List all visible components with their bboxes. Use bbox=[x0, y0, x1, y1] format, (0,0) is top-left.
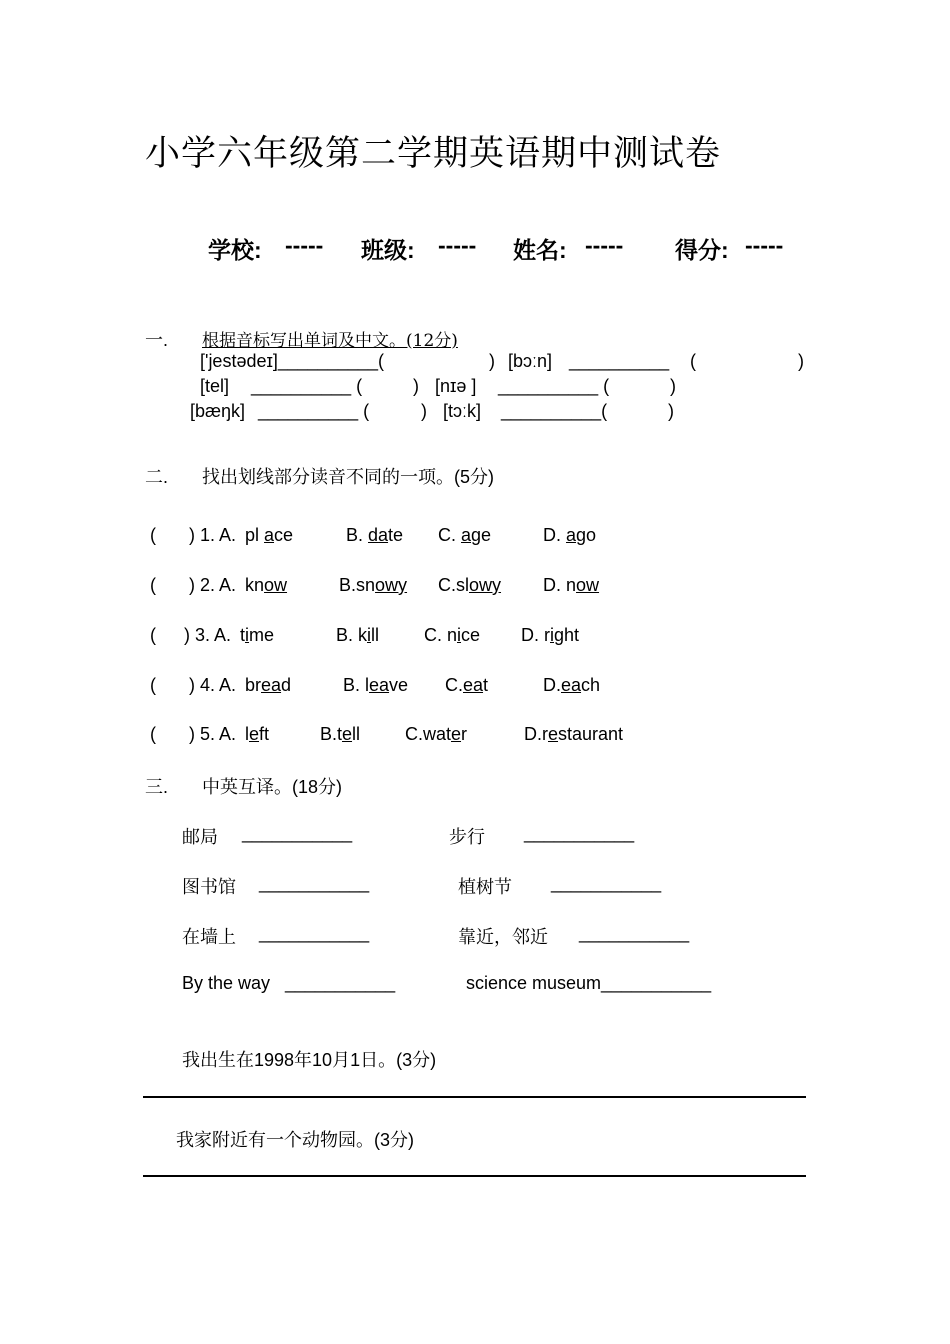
translation-blank[interactable]: ___________ bbox=[242, 823, 353, 843]
section-2-number: 二. bbox=[145, 467, 169, 487]
answer-blank[interactable]: __________ ( bbox=[258, 401, 370, 421]
option-c[interactable]: C.slowy bbox=[438, 575, 502, 595]
page-title: 小学六年级第二学期英语期中测试卷 bbox=[145, 134, 722, 174]
phonetic-born: [bɔːn] bbox=[508, 351, 553, 371]
score-label: 得分: bbox=[675, 237, 729, 263]
paren-open: ( bbox=[690, 351, 696, 371]
phonetic-near: [nɪə ] bbox=[435, 376, 477, 396]
paren-close: ) bbox=[668, 401, 674, 421]
school-label: 学校: bbox=[208, 237, 262, 263]
answer-paren-open[interactable]: ( bbox=[150, 675, 156, 695]
question-number: ) 5. A. bbox=[189, 724, 237, 744]
sentence-zoo: 我家附近有一个动物园。(3分) bbox=[176, 1130, 414, 1150]
option-c[interactable]: C.water bbox=[405, 724, 468, 744]
term-on-the-wall: 在墙上 bbox=[182, 927, 236, 947]
answer-blank[interactable]: __________ ( bbox=[498, 376, 610, 396]
option-a[interactable]: left bbox=[245, 724, 270, 744]
phonetic-talk: [tɔːk] bbox=[443, 401, 482, 421]
paren-close: ) bbox=[413, 376, 419, 396]
question-number: ) 3. A. bbox=[184, 625, 232, 645]
option-c[interactable]: C.eat bbox=[445, 675, 489, 695]
term-near: 靠近，邻近 bbox=[458, 927, 548, 947]
phonetic-tell: [tel] bbox=[200, 376, 230, 396]
phonetic-bank: [bæŋk] bbox=[190, 401, 246, 421]
translation-blank[interactable]: ___________ bbox=[579, 923, 690, 943]
term-walk: 步行 bbox=[449, 827, 485, 847]
answer-paren-open[interactable]: ( bbox=[150, 724, 156, 744]
paren-close: ) bbox=[798, 351, 804, 371]
section-3-heading: 中英互译。(18分) bbox=[202, 777, 343, 797]
translation-blank[interactable]: ___________ bbox=[259, 923, 370, 943]
name-blank[interactable]: ----- bbox=[585, 232, 624, 258]
term-science-museum[interactable]: science museum___________ bbox=[466, 973, 712, 993]
option-b[interactable]: B. kill bbox=[336, 625, 380, 645]
option-b[interactable]: B. date bbox=[346, 525, 404, 545]
phonetic-yesterday: ['jestədeɪ]__________( bbox=[200, 351, 384, 371]
answer-paren-open[interactable]: ( bbox=[150, 525, 156, 545]
translation-blank[interactable]: ___________ bbox=[551, 873, 662, 893]
option-a[interactable]: know bbox=[245, 575, 288, 595]
sentence-birthday: 我出生在1998年10月1日。(3分) bbox=[182, 1050, 437, 1070]
school-blank[interactable]: ----- bbox=[285, 232, 324, 258]
option-d[interactable]: D. right bbox=[521, 625, 580, 645]
option-b[interactable]: B.tell bbox=[320, 724, 361, 744]
paren-close: ) bbox=[421, 401, 427, 421]
section-1-heading: 根据音标写出单词及中文。(12分) bbox=[202, 331, 458, 351]
answer-paren-open[interactable]: ( bbox=[150, 625, 156, 645]
option-a[interactable]: time bbox=[240, 625, 275, 645]
option-d[interactable]: D.each bbox=[543, 675, 601, 695]
answer-blank[interactable]: __________ ( bbox=[251, 376, 363, 396]
option-d[interactable]: D. ago bbox=[543, 525, 597, 545]
translation-blank[interactable]: ___________ bbox=[285, 973, 396, 993]
class-label: 班级: bbox=[361, 237, 415, 263]
option-a[interactable]: pl ace bbox=[245, 525, 294, 545]
paren-close: ) bbox=[489, 351, 495, 371]
option-b[interactable]: B.snowy bbox=[339, 575, 408, 595]
option-c[interactable]: C. age bbox=[438, 525, 492, 545]
question-number: ) 4. A. bbox=[189, 675, 237, 695]
section-1-number: 一. bbox=[145, 330, 169, 350]
translation-blank[interactable]: ___________ bbox=[524, 823, 635, 843]
option-d[interactable]: D.restaurant bbox=[524, 724, 624, 744]
answer-blank[interactable]: __________( bbox=[501, 401, 608, 421]
term-library: 图书馆 bbox=[182, 877, 236, 897]
name-label: 姓名: bbox=[513, 237, 567, 263]
class-blank[interactable]: ----- bbox=[438, 232, 477, 258]
answer-line[interactable] bbox=[143, 1096, 806, 1098]
answer-line[interactable] bbox=[143, 1175, 806, 1177]
term-by-the-way: By the way bbox=[182, 973, 271, 993]
option-c[interactable]: C. nice bbox=[424, 625, 481, 645]
translation-blank[interactable]: ___________ bbox=[259, 873, 370, 893]
option-d[interactable]: D. now bbox=[543, 575, 600, 595]
option-b[interactable]: B. leave bbox=[343, 675, 409, 695]
option-a[interactable]: bread bbox=[245, 675, 292, 695]
answer-blank[interactable]: __________ bbox=[569, 351, 670, 371]
term-post-office: 邮局 bbox=[182, 827, 218, 847]
section-3-number: 三. bbox=[145, 777, 169, 797]
question-number: ) 1. A. bbox=[189, 525, 237, 545]
section-2-heading: 找出划线部分读音不同的一项。(5分) bbox=[202, 467, 494, 487]
term-tree-planting-day: 植树节 bbox=[458, 877, 512, 897]
score-blank[interactable]: ----- bbox=[745, 232, 784, 258]
paren-close: ) bbox=[670, 376, 676, 396]
question-number: ) 2. A. bbox=[189, 575, 237, 595]
answer-paren-open[interactable]: ( bbox=[150, 575, 156, 595]
